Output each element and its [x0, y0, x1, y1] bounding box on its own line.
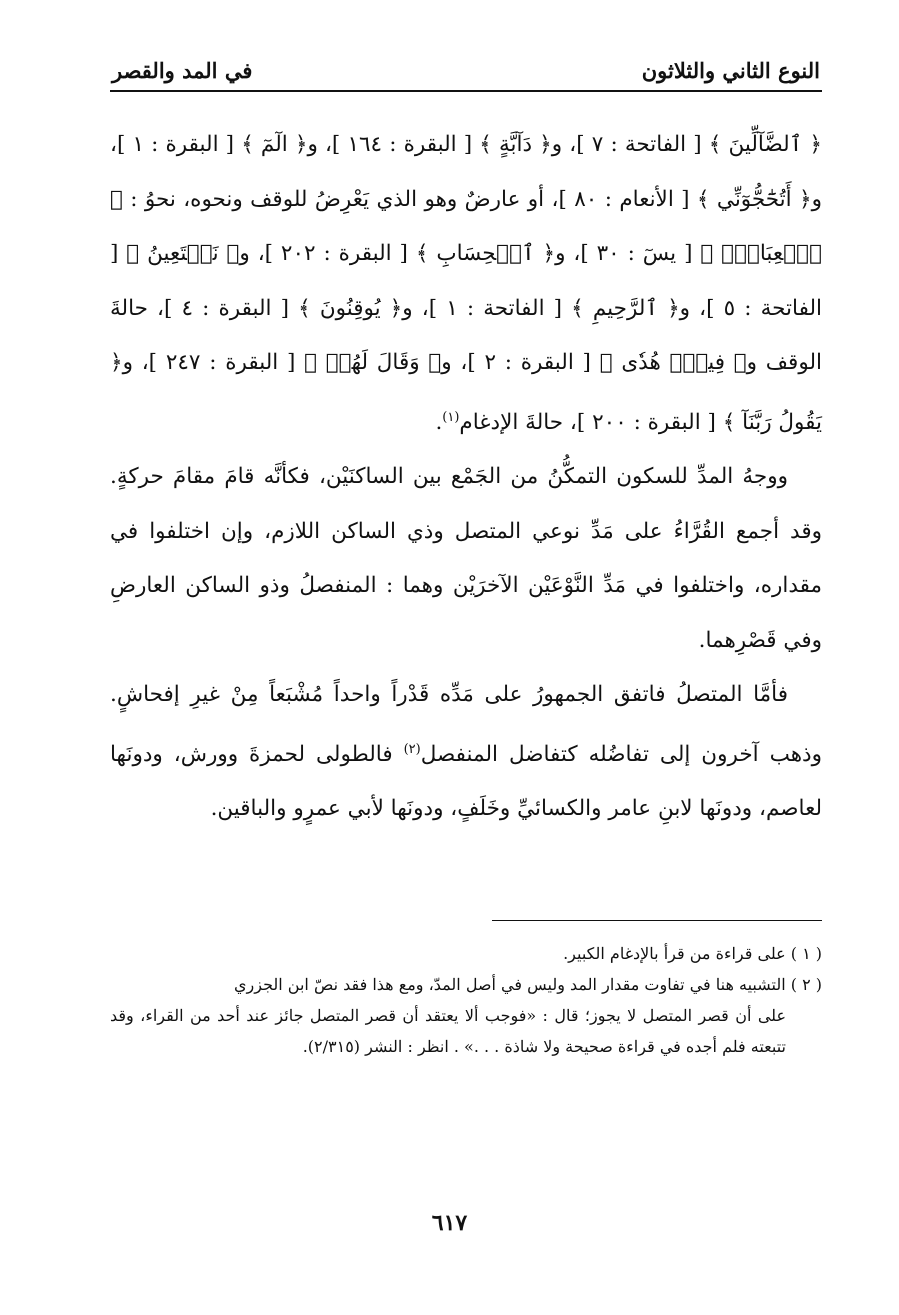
- running-header: [110, 52, 822, 92]
- page-number: ٦١٧: [431, 1210, 468, 1236]
- section-title: في المد والقصر: [112, 58, 253, 83]
- examples-text: ﴿ ٱلضَّآلِّينَ ﴾ [ الفاتحة : ٧ ]، و﴿ دَآبَّةٍ ﴾ [ البقرة : ١٦٤ ]، و﴿ الٓمٓ ﴾ [ البقرة : ١ ]، و﴿ أَتُحَٰٓجُّوٓنِّي ﴾ [ الأنعام : ٨٠ ]، أو عارضٌ وهو الذي يَعْرِضُ للوقف ونحوه، نحوُ : ﴿ ٱلۡعِبَادِۚ ﴾ [ يسٓ : ٣٠ ]، و﴿ ٱلۡحِسَابِ ﴾ [ البقرة : ٢٠٢ ]، و﴿ نَسۡتَعِينُ ﴾ [ الفاتحة : ٥ ]، و﴿ ٱلرَّحِيمِ ﴾ [ الفاتحة : ١ ]، و﴿ يُوقِنُونَ ﴾ [ البقرة : ٤ ]، حالةَ الوقف و﴿ فِيهِۛ هُدٗى ﴾ [ البقرة : ٢ ]، و﴿ وَقَالَ لَهُمۡ ﴾ [ البقرة : ٢٤٧ ]، و﴿ يَقُولُ رَبَّنَآ ﴾ [ البقرة : ٢٠٠ ]، حالةَ الإدغام: [110, 132, 822, 435]
- paragraph-examples: [110, 118, 822, 450]
- muttasil-text-end: فالطولى لحمزةَ وورش، ودونَها لعاصم، ودونَها لابنِ عامر والكسائيِّ وخَلَفٍ، ودونَها لأبي عمرٍو والباقين.: [110, 741, 822, 822]
- muttasil-text-start: فأمَّا المتصلُ فاتفق الجمهورُ على مَدِّه قَدْراً واحداً مُشْبَعاً مِنْ غيرِ إفحاشٍ. وذهب آخرون إلى تفاضُله كتفاضل المنفصل: [110, 682, 822, 767]
- chapter-title: النوع الثاني والثلاثون: [641, 58, 820, 83]
- footnote-2-continuation: على أن قصر المتصل لا يجوز؛ قال : «فوجب ألا يعتقد أن قصر المتصل جائز عند أحد من القراء، وقد تتبعته فلم أجده في قراءة صحيحة ولا شاذة . . .» . انظر : النشر (٢/٣١٥).: [110, 1006, 787, 1056]
- footnote-2-first-line: ( ٢ ) التشبيه هنا في تفاوت مقدار المد وليس في أصل المدّ، ومع هذا فقد نصّ ابن الجزري: [233, 975, 822, 994]
- footnotes: [110, 938, 822, 1062]
- paragraph-muttasil: [110, 668, 822, 837]
- footnote-divider: [492, 920, 822, 921]
- main-text: [110, 118, 822, 837]
- footnote-ref-1[interactable]: (١): [442, 409, 460, 425]
- footnote-1: ( ١ ) على قراءة من قرأ بالإدغام الكبير.: [563, 944, 822, 963]
- footnote-ref-2[interactable]: (٢): [403, 741, 421, 757]
- paragraph-reason: ووجهُ المدِّ للسكون التمكُّنُ من الجَمْع بين الساكنَيْن، فكأنَّه قامَ مقامَ حركةٍ. وقد أجمع القُرَّاءُ على مَدِّ نوعي المتصل وذي الساكن اللازم، وإن اختلفوا في مقداره، واختلفوا في مَدِّ النَّوْعَيْن الآخرَيْن وهما : المنفصلُ وذو الساكن العارضِ وفي قَصْرِهما.: [110, 464, 822, 653]
- examples-end: .: [435, 409, 443, 435]
